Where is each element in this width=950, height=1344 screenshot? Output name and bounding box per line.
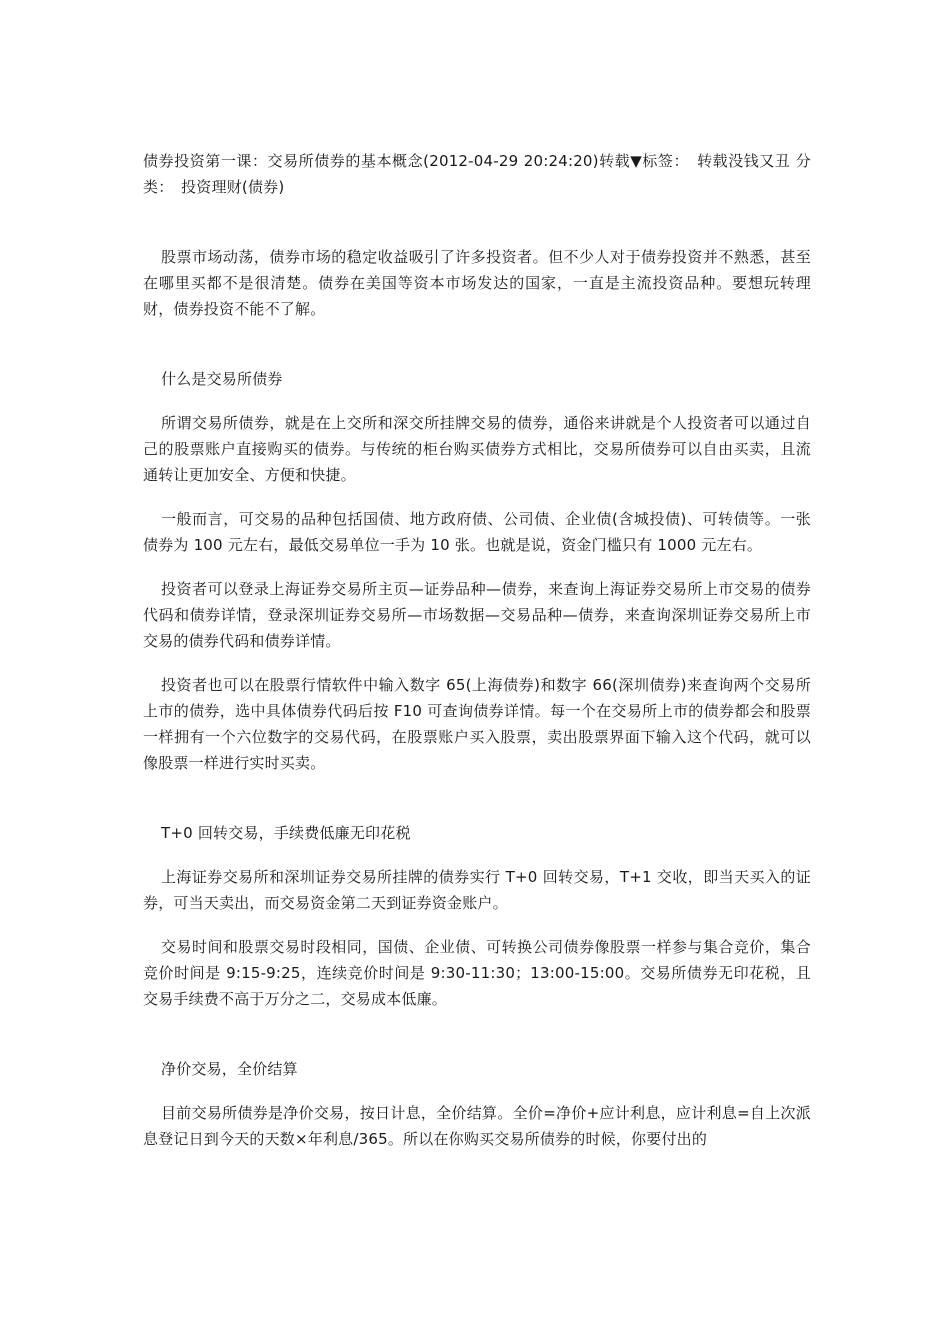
section-paragraph: 所谓交易所债券，就是在上交所和深交所挂牌交易的债券，通俗来讲就是个人投资者可以通过自己的股票账户直接购买的债券。与传统的柜台购买债券方式相比，交易所债券可以自由买卖，且流通转让更加安全、方便和快捷。 [143,414,811,484]
intro-paragraph: 股票市场动荡，债券市场的稳定收益吸引了许多投资者。但不少人对于债券投资并不熟悉，甚至在哪里买都不是很清楚。债券在美国等资本市场发达的国家，一直是主流投资品种。要想玩转理财，债券投资不能不了解。 [143,248,811,318]
section-heading: 净价交易，全价结算 [161,1060,298,1078]
section-paragraph: 目前交易所债券是净价交易，按日计息，全价结算。全价=净价+应计利息，应计利息=自上次派息登记日到今天的天数×年利息/365。所以在你购买交易所债券的时候，你要付出的 [143,1104,811,1148]
section-paragraph: 上海证券交易所和深圳证券交易所挂牌的债券实行 T+0 回转交易，T+1 交收，即当天买入的证券，可当天卖出，而交易资金第二天到证券资金账户。 [143,868,811,912]
document-title: 债券投资第一课：交易所债券的基本概念(2012-04-29 20:24:20)转载▼标签： 转载没钱又丑 分类： 投资理财(债券) [143,152,811,196]
section-paragraph: 交易时间和股票交易时段相同，国债、企业债、可转换公司债券像股票一样参与集合竞价，集合竞价时间是 9:15-9:25，连续竞价时间是 9:30-11:30；13:00-15:00。交易所债券无印花税，且交易手续费不高于万分之二，交易成本低廉。 [143,938,811,1008]
section-heading: T+0 回转交易，手续费低廉无印花税 [161,824,411,842]
section-heading: 什么是交易所债券 [161,370,283,388]
section-paragraph: 投资者可以登录上海证券交易所主页—证券品种—债券，来查询上海证券交易所上市交易的债券代码和债券详情，登录深圳证券交易所—市场数据—交易品种—债券，来查询深圳证券交易所上市交易的债券代码和债券详情。 [143,580,811,650]
document-page [143,148,811,1152]
section-paragraph: 一般而言，可交易的品种包括国债、地方政府债、公司债、企业债(含城投债)、可转债等。一张债券为 100 元左右，最低交易单位一手为 10 张。也就是说，资金门槛只有 1000 元左右。 [143,510,811,554]
section-paragraph: 投资者也可以在股票行情软件中输入数字 65(上海债券)和数字 66(深圳债券)来查询两个交易所上市的债券，选中具体债券代码后按 F10 可查询债券详情。每一个在交易所上市的债券都会和股票一样拥有一个六位数字的交易代码，在股票账户买入股票，卖出股票界面下输入这个代码，就可以像股票一样进行实时买卖。 [143,676,811,772]
